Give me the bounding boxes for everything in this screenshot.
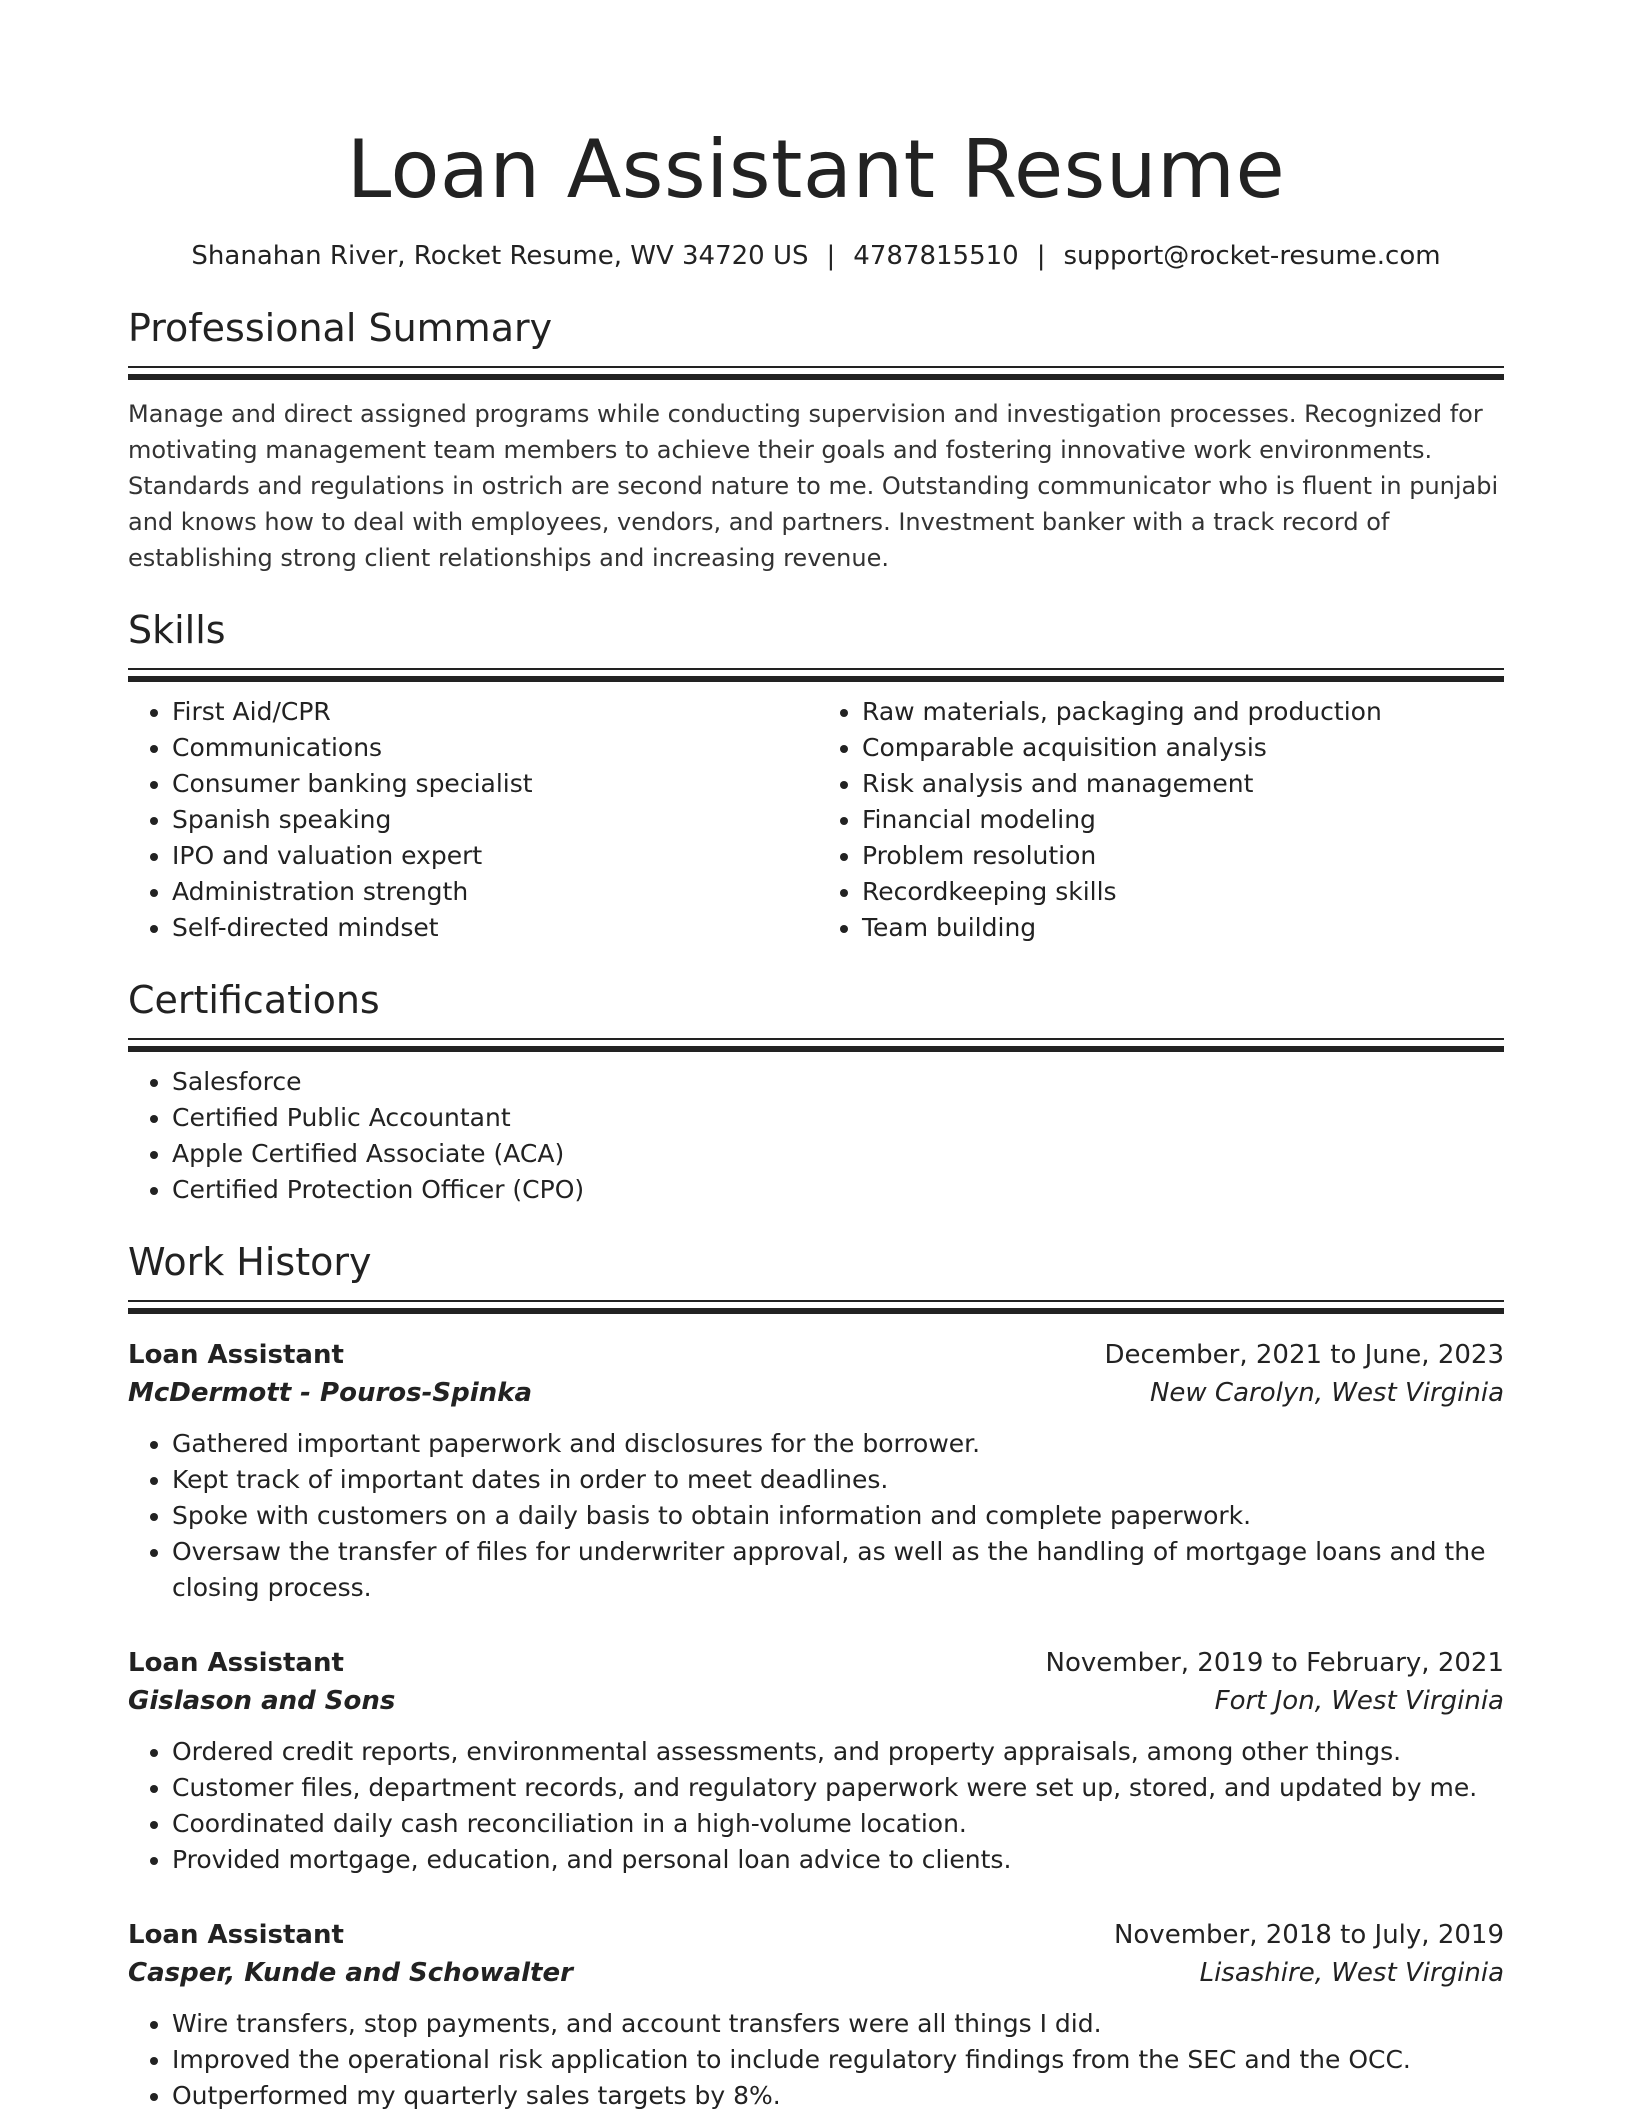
- work-history-section: [128, 1236, 1504, 2114]
- summary-heading: Professional Summary: [128, 306, 553, 350]
- job-bullet: • Customer files, department records, and regulatory paperwork were set up, stored, and updated by me.: [172, 1770, 1504, 1806]
- contact-line: [128, 238, 1504, 274]
- skill-item: • Risk analysis and management: [862, 766, 1504, 802]
- job-title: Loan Assistant: [128, 1340, 344, 1370]
- skill-item: • Recordkeeping skills: [862, 874, 1504, 910]
- job-company: McDermott - Pouros-Spinka: [128, 1378, 533, 1408]
- contact-email: support@rocket-resume.com: [1063, 241, 1441, 271]
- skill-item: • Problem resolution: [862, 838, 1504, 874]
- job-location: Lisashire, West Virginia: [1199, 1958, 1504, 1988]
- skills-list-right: [816, 694, 1504, 946]
- job-entry: [128, 1336, 1504, 1606]
- skills-grid: [128, 680, 1504, 946]
- resume-title: Loan Assistant Resume: [346, 123, 1286, 216]
- certification-item: • Salesforce: [172, 1064, 1504, 1100]
- job-dates: December, 2021 to June, 2023: [1104, 1340, 1504, 1370]
- job-bullet: • Provided mortgage, education, and personal loan advice to clients.: [172, 1842, 1504, 1878]
- job-bullets: [128, 2006, 1504, 2114]
- job-bullet: • Coordinated daily cash reconciliation in a high-volume location.: [172, 1806, 1504, 1842]
- certification-item: • Certified Public Accountant: [172, 1100, 1504, 1136]
- summary-section: [128, 302, 1504, 576]
- skill-item: • Spanish speaking: [172, 802, 816, 838]
- section-divider: [128, 1300, 1504, 1312]
- job-location: New Carolyn, West Virginia: [1149, 1378, 1504, 1408]
- skill-item: • Comparable acquisition analysis: [862, 730, 1504, 766]
- job-bullet: • Oversaw the transfer of files for underwriter approval, as well as the handling of mortgage loans and the closing process.: [172, 1534, 1504, 1606]
- job-company-row: [128, 1954, 1504, 1992]
- job-title: Loan Assistant: [128, 1920, 344, 1950]
- contact-phone: 4787815510: [853, 241, 1019, 271]
- work-history-heading: Work History: [128, 1240, 372, 1284]
- skill-item: • Communications: [172, 730, 816, 766]
- certification-item: • Certified Protection Officer (CPO): [172, 1172, 1504, 1208]
- job-header-row: [128, 1644, 1504, 1682]
- job-dates: November, 2019 to February, 2021: [1045, 1648, 1504, 1678]
- skill-item: • Financial modeling: [862, 802, 1504, 838]
- job-bullet: • Spoke with customers on a daily basis to obtain information and complete paperwork.: [172, 1498, 1504, 1534]
- job-bullets: [128, 1734, 1504, 1878]
- section-divider: [128, 668, 1504, 680]
- skill-item: • IPO and valuation expert: [172, 838, 816, 874]
- skills-list-left: [128, 694, 816, 946]
- job-title: Loan Assistant: [128, 1648, 344, 1678]
- skill-item: • Team building: [862, 910, 1504, 946]
- job-company: Casper, Kunde and Schowalter: [128, 1958, 573, 1988]
- skill-item: • Raw materials, packaging and production: [862, 694, 1504, 730]
- skill-item: • Administration strength: [172, 874, 816, 910]
- job-bullet: • Ordered credit reports, environmental assessments, and property appraisals, among other things.: [172, 1734, 1504, 1770]
- job-entry: [128, 1644, 1504, 1878]
- certification-item: • Apple Certified Associate (ACA): [172, 1136, 1504, 1172]
- contact-separator: |: [1036, 241, 1046, 271]
- job-company-row: [128, 1682, 1504, 1720]
- job-company-row: [128, 1374, 1504, 1412]
- contact-separator: |: [826, 241, 836, 271]
- job-header-row: [128, 1336, 1504, 1374]
- skill-item: • First Aid/CPR: [172, 694, 816, 730]
- job-bullets: [128, 1426, 1504, 1606]
- job-location: Fort Jon, West Virginia: [1214, 1686, 1504, 1716]
- skill-item: • Consumer banking specialist: [172, 766, 816, 802]
- job-dates: November, 2018 to July, 2019: [1113, 1920, 1504, 1950]
- job-header-row: [128, 1916, 1504, 1954]
- job-company: Gislason and Sons: [128, 1686, 396, 1716]
- section-divider: [128, 1038, 1504, 1050]
- certifications-list: [128, 1064, 1504, 1208]
- skill-item: • Self-directed mindset: [172, 910, 816, 946]
- job-bullet: • Outperformed my quarterly sales targets by 8%.: [172, 2078, 1504, 2114]
- job-entry: [128, 1916, 1504, 2114]
- section-divider: [128, 366, 1504, 378]
- job-bullet: • Gathered important paperwork and disclosures for the borrower.: [172, 1426, 1504, 1462]
- summary-text: Manage and direct assigned programs while conducting supervision and investigation processes. Recognized for motivating management team members to achieve their goals and fostering innovative work environments. Standards and regulations in ostrich are second nature to me. Outstanding communicator who is fluent in punjabi and knows how to deal with employees, vendors, and partners. Investment banker with a track record of establishing strong client relationships and increasing revenue.: [128, 400, 1499, 572]
- contact-address: Shanahan River, Rocket Resume, WV 34720 US: [191, 241, 809, 271]
- certifications-heading: Certifications: [128, 978, 380, 1022]
- skills-section: [128, 604, 1504, 946]
- job-bullet: • Kept track of important dates in order to meet deadlines.: [172, 1462, 1504, 1498]
- job-bullet: • Improved the operational risk application to include regulatory findings from the SEC and the OCC.: [172, 2042, 1504, 2078]
- certifications-section: [128, 974, 1504, 1208]
- skills-heading: Skills: [128, 608, 226, 652]
- job-bullet: • Wire transfers, stop payments, and account transfers were all things I did.: [172, 2006, 1504, 2042]
